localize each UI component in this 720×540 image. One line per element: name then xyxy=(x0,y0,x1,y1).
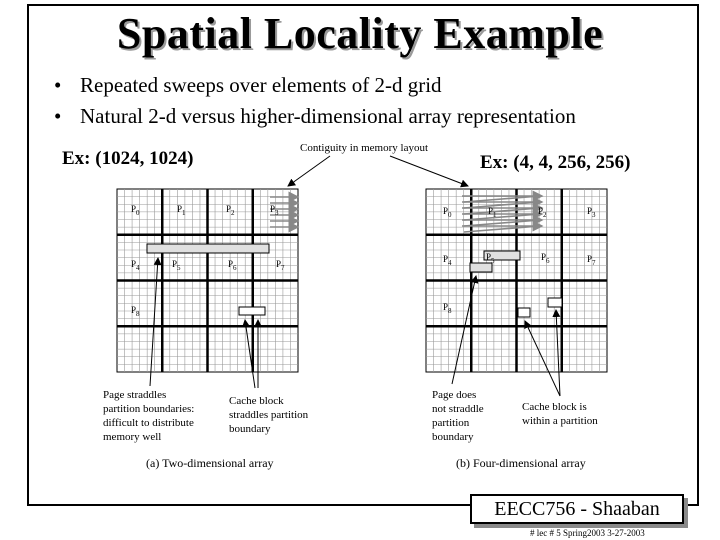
right-page-rect xyxy=(470,263,492,272)
slide-title: Spatial Locality Example xyxy=(116,9,604,58)
contiguity-arrow-left xyxy=(288,156,330,186)
annotation-line: partition xyxy=(432,417,470,429)
processor-label: $P_1$ xyxy=(488,206,497,219)
processor-label: $P_4$ xyxy=(131,259,140,272)
processor-label: $P_6$ xyxy=(228,259,237,272)
annotation-line: memory well xyxy=(103,431,162,443)
contiguity-arrow-right xyxy=(390,156,468,186)
right-caption: (b) Four-dimensional array xyxy=(456,456,586,470)
right-example-label: Ex: (4, 4, 256, 256) xyxy=(480,152,631,173)
annotation-line: Page straddles xyxy=(103,389,167,401)
annotation-line: straddles partition xyxy=(229,409,309,421)
processor-label: $P_6$ xyxy=(541,252,550,265)
annotation-line: Cache block xyxy=(229,395,284,407)
left-cache-block xyxy=(239,307,265,315)
processor-label: $P_3$ xyxy=(270,204,279,217)
processor-label: $P_8$ xyxy=(131,305,140,318)
right-cache-block-2 xyxy=(548,298,562,307)
right-grid xyxy=(426,189,607,372)
processor-label: $P_1$ xyxy=(177,204,186,217)
left-page-annotation xyxy=(103,388,194,444)
right-cache-block xyxy=(518,308,530,317)
annotation-line: difficult to distribute xyxy=(103,417,194,429)
processor-label: $P_5$ xyxy=(172,259,181,272)
left-caption: (a) Two-dimensional array xyxy=(146,456,274,470)
annotation-line: not straddle xyxy=(432,403,484,415)
left-example-label: Ex: (1024, 1024) xyxy=(62,148,194,169)
processor-label: $P_7$ xyxy=(587,254,596,267)
right-cache-annotation xyxy=(522,400,598,428)
left-cache-annotation xyxy=(229,394,308,436)
processor-label: $P_3$ xyxy=(587,206,596,219)
processor-label: $P_5$ xyxy=(486,252,495,265)
processor-label: $P_2$ xyxy=(538,206,547,219)
annotation-line: partition boundaries: xyxy=(103,403,195,415)
course-badge: EECC756 - Shaaban xyxy=(470,494,684,524)
bullet-item: • Natural 2-d versus higher-dimensional array representation xyxy=(52,101,576,132)
annotation-line: Cache block is xyxy=(522,401,587,413)
bullet-item: • Repeated sweeps over elements of 2-d grid xyxy=(52,70,576,101)
left-grid xyxy=(117,189,298,372)
processor-label: $P_2$ xyxy=(226,204,235,217)
contiguity-label: Contiguity in memory layout xyxy=(300,142,429,154)
processor-label: $P_8$ xyxy=(443,302,452,315)
annotation-line: boundary xyxy=(229,423,271,435)
processor-label: $P_7$ xyxy=(276,259,285,272)
annotation-line: Page does xyxy=(432,389,477,401)
left-page-rect xyxy=(147,244,269,253)
annotation-line: within a partition xyxy=(522,415,598,427)
right-page-annotation xyxy=(432,388,484,444)
footer-line: # lec # 5 Spring2003 3-27-2003 xyxy=(530,528,645,538)
processor-label: $P_4$ xyxy=(443,254,452,267)
processor-label: $P_0$ xyxy=(443,206,452,219)
processor-label: $P_0$ xyxy=(131,204,140,217)
annotation-line: boundary xyxy=(432,431,474,443)
